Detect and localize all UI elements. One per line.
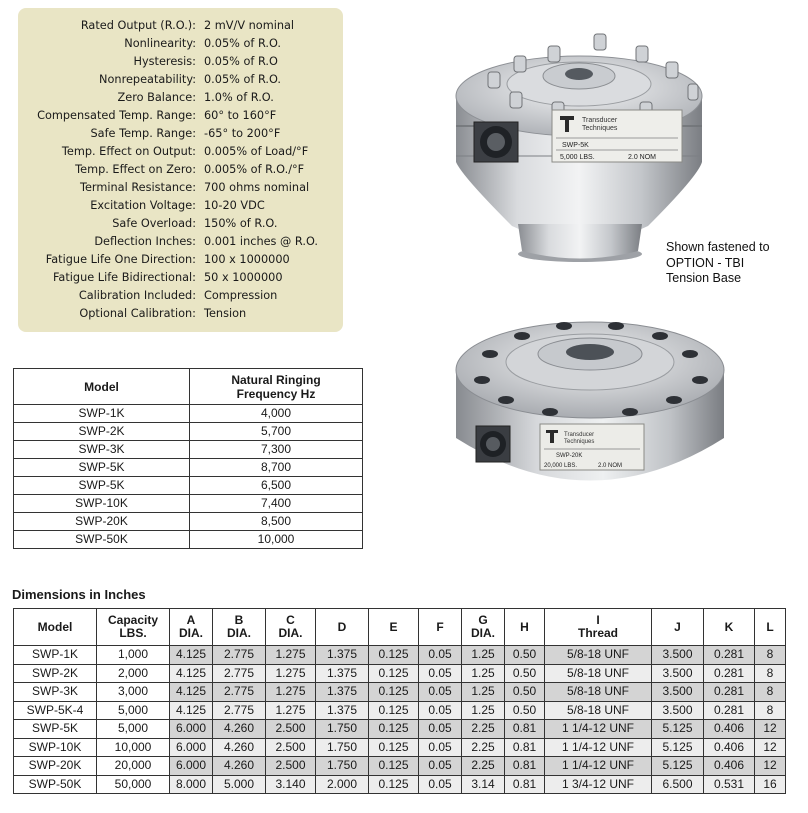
dimension-cell: SWP-10K <box>14 738 97 757</box>
dimension-cell: 4.260 <box>213 720 266 739</box>
dimension-cell: 2.25 <box>462 720 505 739</box>
dimension-cell: 0.05 <box>419 738 462 757</box>
table-row <box>14 664 786 683</box>
model-cell: SWP-2K <box>14 423 190 441</box>
dimension-cell: 8 <box>755 683 786 702</box>
dimension-cell: 0.05 <box>419 664 462 683</box>
dimension-cell: 10,000 <box>97 738 170 757</box>
dimension-cell: 6.000 <box>170 738 213 757</box>
spec-value: 0.05% of R.O <box>204 55 278 68</box>
column-header <box>213 609 266 646</box>
plate2-output: 2.0 NOM <box>598 463 623 469</box>
spec-label: Terminal Resistance: <box>79 181 196 194</box>
dimension-cell: 0.81 <box>505 738 545 757</box>
dimension-cell: 1.750 <box>316 757 369 776</box>
dimension-cell: 1.275 <box>266 701 316 720</box>
dimension-cell: 0.50 <box>505 701 545 720</box>
column-header <box>14 609 97 646</box>
dimension-cell: 5/8-18 UNF <box>545 701 652 720</box>
table-row <box>14 477 363 495</box>
model-cell: SWP-1K <box>14 405 190 423</box>
table-row <box>14 720 786 739</box>
column-header <box>316 609 369 646</box>
plate-capacity: 5,000 LBS. <box>560 154 595 161</box>
plate-brand-2: Techniques <box>582 125 618 132</box>
spec-label: Temp. Effect on Output: <box>61 145 196 158</box>
dimension-cell: 2.000 <box>316 775 369 794</box>
spec-row <box>18 251 343 269</box>
dimension-cell: 1.25 <box>462 701 505 720</box>
dimension-cell: 2.500 <box>266 720 316 739</box>
dimension-cell: 2.500 <box>266 757 316 776</box>
spec-value: 50 x 1000000 <box>204 271 283 284</box>
dimension-cell: 4.260 <box>213 757 266 776</box>
plate-model: SWP-5K <box>562 142 589 149</box>
spec-row <box>18 287 343 305</box>
caption-line-3: Tension Base <box>666 271 742 285</box>
column-header <box>369 609 419 646</box>
table-row <box>14 775 786 794</box>
plate2-brand-1: Transducer <box>564 432 595 438</box>
table-row <box>14 531 363 549</box>
column-header-line-2: DIA. <box>227 626 251 640</box>
spec-value: 0.005% of R.O./°F <box>204 163 305 176</box>
spec-row <box>18 269 343 287</box>
dimension-cell: 5,000 <box>97 720 170 739</box>
table-row <box>14 738 786 757</box>
dimension-cell: SWP-2K <box>14 664 97 683</box>
column-header-line-2: Thread <box>577 626 618 640</box>
dimension-cell: 0.50 <box>505 664 545 683</box>
dimension-cell: 2.25 <box>462 738 505 757</box>
dimension-cell: 3.500 <box>652 646 704 665</box>
column-header <box>266 609 316 646</box>
dimension-cell: 3.14 <box>462 775 505 794</box>
frequency-cell: 8,700 <box>190 459 363 477</box>
dimension-cell: 5.125 <box>652 738 704 757</box>
plate2-brand-2: Techniques <box>564 439 595 445</box>
table-header-row <box>14 369 363 405</box>
spec-row <box>18 53 343 71</box>
image-caption <box>666 240 770 287</box>
spec-row <box>18 305 343 323</box>
dimension-cell: 0.281 <box>704 683 755 702</box>
column-header-line-2: DIA. <box>278 626 303 640</box>
spec-label: Fatigue Life Bidirectional: <box>52 271 196 284</box>
spec-value: 60° to 160°F <box>204 109 277 122</box>
frequency-cell: 5,700 <box>190 423 363 441</box>
dimension-cell: 1.375 <box>316 664 369 683</box>
column-header-line-1: Model <box>37 619 73 634</box>
dimension-cell: 3.140 <box>266 775 316 794</box>
dimension-cell: 1.375 <box>316 646 369 665</box>
table-header-row <box>14 609 786 646</box>
dimension-cell: 0.125 <box>369 720 419 739</box>
dimension-cell: 0.125 <box>369 757 419 776</box>
plate-output: 2.0 NOM <box>628 154 657 161</box>
dimension-cell: 1.275 <box>266 683 316 702</box>
dimension-cell: 0.281 <box>704 701 755 720</box>
plate2-capacity: 20,000 LBS. <box>544 463 578 469</box>
spec-row <box>18 35 343 53</box>
table-row <box>14 513 363 531</box>
column-header-line-1: L <box>766 619 774 634</box>
dimension-cell: SWP-50K <box>14 775 97 794</box>
frequency-header-line-1: Natural Ringing <box>231 372 321 387</box>
dimension-cell: SWP-5K <box>14 720 97 739</box>
frequency-cell: 6,500 <box>190 477 363 495</box>
column-header <box>170 609 213 646</box>
dimension-cell: 8.000 <box>170 775 213 794</box>
dimension-cell: 0.406 <box>704 720 755 739</box>
dimension-cell: 1 1/4-12 UNF <box>545 757 652 776</box>
dimension-cell: 4.125 <box>170 683 213 702</box>
spec-value: Compression <box>204 289 278 302</box>
dimension-cell: 0.05 <box>419 683 462 702</box>
spec-value: 0.001 inches @ R.O. <box>204 235 318 248</box>
dimension-cell: 2.775 <box>213 646 266 665</box>
dimension-cell: 1.375 <box>316 683 369 702</box>
column-header <box>505 609 545 646</box>
column-header-line-1: J <box>674 619 681 634</box>
spec-value: 0.005% of Load/°F <box>204 145 309 158</box>
spec-row <box>18 215 343 233</box>
dimension-cell: 5/8-18 UNF <box>545 646 652 665</box>
load-cell-image <box>452 318 728 500</box>
column-header-line-2: DIA. <box>471 626 495 640</box>
dimension-cell: 0.81 <box>505 720 545 739</box>
dimension-cell: 3.500 <box>652 701 704 720</box>
dimension-cell: 20,000 <box>97 757 170 776</box>
spec-label: Temp. Effect on Zero: <box>75 163 196 176</box>
column-header <box>97 609 170 646</box>
dimension-cell: 1.750 <box>316 720 369 739</box>
dimension-cell: 1.375 <box>316 701 369 720</box>
spec-row <box>18 197 343 215</box>
dimension-cell: SWP-20K <box>14 757 97 776</box>
dimension-cell: 0.50 <box>505 646 545 665</box>
dimension-cell: 0.05 <box>419 775 462 794</box>
dimension-cell: 5.000 <box>213 775 266 794</box>
dimension-cell: 12 <box>755 720 786 739</box>
dimension-cell: 50,000 <box>97 775 170 794</box>
dimension-cell: 0.406 <box>704 738 755 757</box>
spec-label: Compensated Temp. Range: <box>37 109 196 122</box>
column-header-line-1: C <box>286 613 295 627</box>
natural-ringing-table <box>13 368 363 549</box>
table-row <box>14 683 786 702</box>
table-row <box>14 495 363 513</box>
spec-label: Hysteresis: <box>133 55 196 68</box>
column-header-line-1: K <box>724 619 734 634</box>
dimension-cell: SWP-3K <box>14 683 97 702</box>
dimension-cell: 8 <box>755 646 786 665</box>
dimension-cell: 6.500 <box>652 775 704 794</box>
dimension-cell: 0.05 <box>419 720 462 739</box>
column-header <box>462 609 505 646</box>
spec-label: Safe Temp. Range: <box>90 127 196 140</box>
dimension-cell: 0.125 <box>369 701 419 720</box>
spec-value: 100 x 1000000 <box>204 253 290 266</box>
spec-value: 0.05% of R.O. <box>204 73 282 86</box>
dimension-cell: 2,000 <box>97 664 170 683</box>
column-header-line-1: A <box>186 613 196 627</box>
model-cell: SWP-50K <box>14 531 190 549</box>
column-header <box>755 609 786 646</box>
spec-label: Nonlinearity: <box>124 37 196 50</box>
dimension-cell: 12 <box>755 738 786 757</box>
dimension-cell: 2.775 <box>213 664 266 683</box>
column-header-line-1: G <box>478 613 488 627</box>
spec-label: Excitation Voltage: <box>90 199 196 212</box>
dimension-cell: 5/8-18 UNF <box>545 664 652 683</box>
dimension-cell: 0.281 <box>704 664 755 683</box>
spec-value: 1.0% of R.O. <box>204 91 274 104</box>
spec-value: 2 mV/V nominal <box>204 19 295 32</box>
dimension-cell: SWP-5K-4 <box>14 701 97 720</box>
column-header <box>545 609 652 646</box>
frequency-cell: 8,500 <box>190 513 363 531</box>
spec-label: Rated Output (R.O.): <box>80 19 196 32</box>
dimension-cell: 0.50 <box>505 683 545 702</box>
column-header-line-2: DIA. <box>179 626 203 640</box>
dimension-cell: 5.125 <box>652 757 704 776</box>
column-header-line-1: I <box>596 613 600 627</box>
dimension-cell: 1,000 <box>97 646 170 665</box>
dimension-cell: 5/8-18 UNF <box>545 683 652 702</box>
column-header <box>704 609 755 646</box>
column-header-line-1: D <box>337 619 347 634</box>
dimension-cell: 0.406 <box>704 757 755 776</box>
spec-value: 150% of R.O. <box>204 217 278 230</box>
dimension-cell: 8 <box>755 664 786 683</box>
dimension-cell: 0.125 <box>369 646 419 665</box>
dimension-cell: 0.125 <box>369 738 419 757</box>
column-header-line-1: E <box>389 619 398 634</box>
dimension-cell: SWP-1K <box>14 646 97 665</box>
column-header <box>652 609 704 646</box>
spec-label: Optional Calibration: <box>79 307 196 320</box>
spec-value: -65° to 200°F <box>204 127 281 140</box>
spec-row <box>18 17 343 35</box>
dimension-cell: 3.500 <box>652 664 704 683</box>
spec-row <box>18 179 343 197</box>
dimension-cell: 0.125 <box>369 775 419 794</box>
dimension-cell: 4.125 <box>170 701 213 720</box>
model-cell: SWP-5K <box>14 477 190 495</box>
spec-label: Safe Overload: <box>112 217 196 230</box>
frequency-header-line-2: Frequency Hz <box>236 386 316 401</box>
table-row <box>14 646 786 665</box>
model-cell: SWP-5K <box>14 459 190 477</box>
specifications-panel <box>18 8 343 332</box>
table-row <box>14 701 786 720</box>
model-cell: SWP-20K <box>14 513 190 531</box>
column-header-model: Model <box>14 369 190 405</box>
table-row <box>14 405 363 423</box>
table-row <box>14 459 363 477</box>
dimension-cell: 1.275 <box>266 646 316 665</box>
dimension-cell: 1 1/4-12 UNF <box>545 738 652 757</box>
dimension-cell: 4.125 <box>170 646 213 665</box>
column-header-line-1: Capacity <box>107 613 159 627</box>
spec-value: 10-20 VDC <box>204 199 265 212</box>
dimension-cell: 1.750 <box>316 738 369 757</box>
dimension-cell: 6.000 <box>170 720 213 739</box>
dimension-cell: 6.000 <box>170 757 213 776</box>
dimension-cell: 2.775 <box>213 683 266 702</box>
dimension-cell: 2.25 <box>462 757 505 776</box>
dimension-cell: 0.531 <box>704 775 755 794</box>
spec-row <box>18 89 343 107</box>
column-header-line-1: B <box>234 613 244 627</box>
table-row <box>14 441 363 459</box>
table-row <box>14 423 363 441</box>
dimension-cell: 0.05 <box>419 646 462 665</box>
plate-brand-1: Transducer <box>582 117 618 124</box>
dimension-cell: 3.500 <box>652 683 704 702</box>
model-cell: SWP-10K <box>14 495 190 513</box>
model-cell: SWP-3K <box>14 441 190 459</box>
caption-line-1: Shown fastened to <box>666 240 770 254</box>
column-header-line-1: H <box>520 619 529 634</box>
dimension-cell: 5,000 <box>97 701 170 720</box>
spec-row <box>18 71 343 89</box>
spec-label: Nonrepeatability: <box>99 73 196 86</box>
dimension-cell: 4.125 <box>170 664 213 683</box>
dimension-cell: 1.25 <box>462 664 505 683</box>
spec-value: Tension <box>204 307 247 320</box>
dimension-cell: 0.05 <box>419 701 462 720</box>
frequency-cell: 7,400 <box>190 495 363 513</box>
frequency-cell: 4,000 <box>190 405 363 423</box>
load-cell-tension-base-image <box>452 26 708 264</box>
dimension-cell: 2.500 <box>266 738 316 757</box>
dimension-cell: 1 1/4-12 UNF <box>545 720 652 739</box>
spec-label: Fatigue Life One Direction: <box>45 253 196 266</box>
table-row <box>14 757 786 776</box>
dimension-cell: 1.25 <box>462 646 505 665</box>
dimension-cell: 0.05 <box>419 757 462 776</box>
dimension-cell: 8 <box>755 701 786 720</box>
dimension-cell: 0.81 <box>505 757 545 776</box>
spec-row <box>18 125 343 143</box>
dimension-cell: 16 <box>755 775 786 794</box>
dimensions-table <box>13 608 786 794</box>
column-header-line-1: F <box>436 619 444 634</box>
frequency-cell: 7,300 <box>190 441 363 459</box>
dimension-cell: 12 <box>755 757 786 776</box>
dimension-cell: 0.281 <box>704 646 755 665</box>
dimension-cell: 1.25 <box>462 683 505 702</box>
spec-row <box>18 233 343 251</box>
dimension-cell: 0.125 <box>369 664 419 683</box>
caption-line-2: OPTION - TBI <box>666 255 745 270</box>
spec-label: Zero Balance: <box>117 91 196 104</box>
spec-value: 700 ohms nominal <box>204 181 310 194</box>
column-header-line-2: LBS. <box>119 626 147 640</box>
spec-label: Calibration Included: <box>78 289 196 302</box>
spec-value: 0.05% of R.O. <box>204 37 282 50</box>
column-header <box>419 609 462 646</box>
column-header-frequency <box>190 369 363 405</box>
plate2-model: SWP-20K <box>556 453 583 459</box>
spec-row <box>18 143 343 161</box>
spec-row <box>18 161 343 179</box>
frequency-cell: 10,000 <box>190 531 363 549</box>
dimension-cell: 0.125 <box>369 683 419 702</box>
dimensions-title: Dimensions in Inches <box>12 587 146 602</box>
dimension-cell: 3,000 <box>97 683 170 702</box>
dimension-cell: 4.260 <box>213 738 266 757</box>
dimension-cell: 1 3/4-12 UNF <box>545 775 652 794</box>
spec-row <box>18 107 343 125</box>
spec-label: Deflection Inches: <box>94 235 196 248</box>
dimension-cell: 5.125 <box>652 720 704 739</box>
dimension-cell: 0.81 <box>505 775 545 794</box>
dimension-cell: 1.275 <box>266 664 316 683</box>
dimension-cell: 2.775 <box>213 701 266 720</box>
